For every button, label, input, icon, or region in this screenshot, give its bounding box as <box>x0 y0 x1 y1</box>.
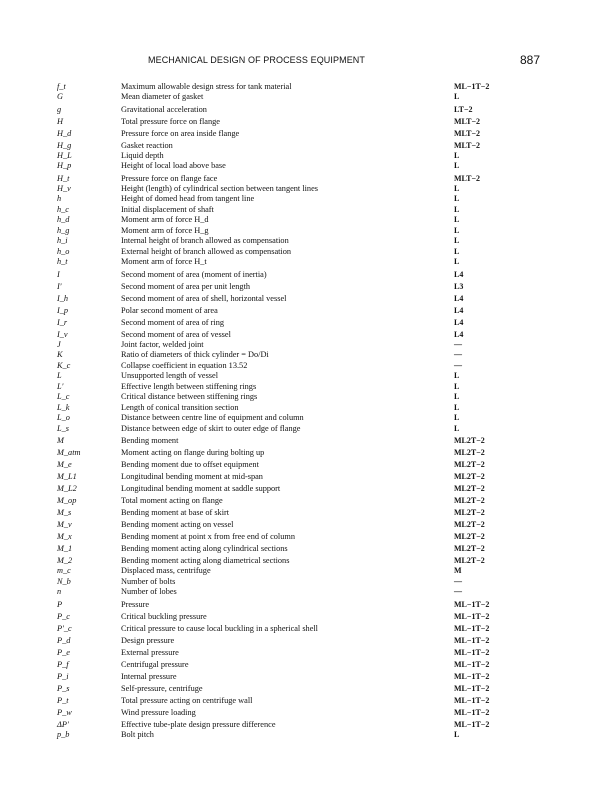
symbol: K_c <box>57 360 71 370</box>
nomenclature-row <box>57 403 517 414</box>
symbol: M_x <box>57 532 72 541</box>
dimension: ML−1T−2 <box>454 599 490 609</box>
dimension: ML−1T−2 <box>454 695 490 705</box>
description: Second moment of area of shell, horizontal vessel <box>121 293 287 303</box>
dimension: L <box>454 183 460 193</box>
dimension: L4 <box>454 269 464 279</box>
nomenclature-row <box>57 577 517 588</box>
dimension: L <box>454 257 460 266</box>
dimension: ML−1T−2 <box>454 707 490 717</box>
dimension: — <box>454 576 462 586</box>
nomenclature-row <box>57 610 517 622</box>
dimension: L <box>454 92 460 101</box>
description: Moment arm of force H_g <box>121 225 209 235</box>
symbol: L <box>57 371 62 380</box>
symbol: L_k <box>57 402 70 412</box>
description: Total pressure acting on centrifuge wall <box>121 695 253 705</box>
symbol: h <box>57 194 62 203</box>
nomenclature-row <box>57 139 517 151</box>
symbol: h_o <box>57 246 70 256</box>
dimension: L <box>454 225 460 235</box>
dimension: MLT−2 <box>454 140 481 150</box>
symbol: h_c <box>57 204 69 214</box>
description: Self-pressure, centrifuge <box>121 683 203 693</box>
symbol: H_g <box>57 140 72 150</box>
symbol: J <box>57 339 61 349</box>
symbol: M_e <box>57 460 72 469</box>
nomenclature-row <box>57 292 517 304</box>
description: Bending moment at point x from free end of column <box>121 532 295 541</box>
description: Mean diameter of gasket <box>121 92 204 101</box>
dimension: MLT−2 <box>454 128 481 138</box>
nomenclature-row <box>57 587 517 598</box>
dimension: M <box>454 566 462 575</box>
description: Moment arm of force H_t <box>121 257 207 266</box>
description: Longitudinal bending moment at mid-span <box>121 472 263 481</box>
nomenclature-row <box>57 646 517 658</box>
dimension: L <box>454 150 460 160</box>
description: Distance between centre line of equipment and column <box>121 413 304 422</box>
description: Height (length) of cylindrical section between tangent lines <box>121 183 318 193</box>
nomenclature-row <box>57 194 517 205</box>
nomenclature-row <box>57 92 517 103</box>
page-number: 887 <box>519 53 540 67</box>
dimension: MLT−2 <box>454 173 481 183</box>
symbol: ΔP′ <box>57 719 69 729</box>
nomenclature-row <box>57 127 517 139</box>
dimension: ML−1T−2 <box>454 719 490 729</box>
description: Total moment acting on flange <box>121 496 223 505</box>
description: Pressure force on flange face <box>121 173 218 183</box>
dimension: ML−1T−2 <box>454 635 490 645</box>
description: Total pressure force on flange <box>121 116 220 126</box>
nomenclature-row <box>57 392 517 403</box>
nomenclature-row <box>57 316 517 328</box>
dimension: L4 <box>454 293 464 303</box>
description: Centrifugal pressure <box>121 659 189 669</box>
nomenclature-row <box>57 730 517 741</box>
nomenclature-row <box>57 172 517 184</box>
dimension: ML2T−2 <box>454 496 485 505</box>
symbol: P_i <box>57 671 69 681</box>
symbol: P_c <box>57 611 70 621</box>
symbol: L_s <box>57 423 69 433</box>
description: Effective tube-plate design pressure difference <box>121 719 276 729</box>
dimension: ML2T−2 <box>454 448 485 457</box>
nomenclature-row <box>57 566 517 577</box>
description: Design pressure <box>121 635 175 645</box>
nomenclature-row <box>57 371 517 382</box>
nomenclature-row <box>57 494 517 506</box>
nomenclature-row <box>57 80 517 92</box>
nomenclature-row <box>57 446 517 458</box>
description: Number of bolts <box>121 576 176 586</box>
symbol: H_t <box>57 173 70 183</box>
dimension: L4 <box>454 317 464 327</box>
nomenclature-row <box>57 622 517 634</box>
symbol: P_w <box>57 707 72 717</box>
description: Initial displacement of shaft <box>121 204 214 214</box>
dimension: — <box>454 587 462 596</box>
symbol: I_p <box>57 305 69 315</box>
dimension: L <box>454 371 460 380</box>
nomenclature-row <box>57 670 517 682</box>
description: External pressure <box>121 647 179 657</box>
symbol: P_t <box>57 695 69 705</box>
symbol: M_1 <box>57 544 73 553</box>
description: Distance between edge of skirt to outer edge of flange <box>121 423 301 433</box>
description: Second moment of area of ring <box>121 317 224 327</box>
description: Liquid depth <box>121 150 164 160</box>
symbol: H_L <box>57 150 72 160</box>
dimension: — <box>454 350 462 359</box>
symbol: h_i <box>57 236 68 245</box>
description: Bending moment acting along diametrical sections <box>121 556 290 565</box>
nomenclature-row <box>57 184 517 195</box>
nomenclature-list <box>57 80 517 740</box>
nomenclature-row <box>57 361 517 372</box>
symbol: P_s <box>57 683 70 693</box>
nomenclature-row <box>57 470 517 482</box>
symbol: m_c <box>57 566 71 575</box>
dimension: ML−1T−2 <box>454 82 490 91</box>
dimension: L <box>454 194 460 203</box>
symbol: M_v <box>57 520 72 529</box>
dimension: L <box>454 215 460 224</box>
dimension: ML−1T−2 <box>454 683 490 693</box>
description: Second moment of area per unit length <box>121 281 251 291</box>
symbol: p_b <box>57 729 70 739</box>
symbol: H <box>57 116 63 126</box>
dimension: ML2T−2 <box>454 532 485 541</box>
symbol: P_f <box>57 659 69 669</box>
symbol: M_op <box>57 496 77 505</box>
description: Polar second moment of area <box>121 305 218 315</box>
symbol: P_d <box>57 635 71 645</box>
description: Bending moment at base of skirt <box>121 508 230 517</box>
description: Bending moment <box>121 436 179 445</box>
nomenclature-row <box>57 530 517 542</box>
dimension: ML2T−2 <box>454 544 485 553</box>
dimension: L <box>454 246 460 256</box>
description: Bending moment acting along cylindrical sections <box>121 544 288 553</box>
dimension: LT−2 <box>454 104 473 114</box>
dimension: ML2T−2 <box>454 472 485 481</box>
symbol: L_c <box>57 392 70 401</box>
nomenclature-row <box>57 226 517 237</box>
description: Longitudinal bending moment at saddle support <box>121 484 281 493</box>
nomenclature-row <box>57 328 517 340</box>
nomenclature-row <box>57 350 517 361</box>
symbol: M_L1 <box>57 472 77 481</box>
dimension: ML2T−2 <box>454 484 485 493</box>
dimension: MLT−2 <box>454 116 481 126</box>
dimension: L <box>454 381 460 391</box>
symbol: L_o <box>57 413 70 422</box>
dimension: ML2T−2 <box>454 520 485 529</box>
symbol: G <box>57 92 63 101</box>
symbol: I_v <box>57 329 68 339</box>
description: Number of lobes <box>121 587 177 596</box>
nomenclature-row <box>57 634 517 646</box>
dimension: — <box>454 339 462 349</box>
nomenclature-row <box>57 115 517 127</box>
description: Maximum allowable design stress for tank material <box>121 82 292 91</box>
symbol: I <box>57 269 60 279</box>
nomenclature-row <box>57 382 517 393</box>
description: Internal height of branch allowed as compensation <box>121 236 289 245</box>
symbol: M_L2 <box>57 484 77 493</box>
nomenclature-row <box>57 268 517 280</box>
running-title: MECHANICAL DESIGN OF PROCESS EQUIPMENT <box>148 55 365 65</box>
description: Joint factor, welded joint <box>121 339 204 349</box>
description: Bending moment due to offset equipment <box>121 460 259 469</box>
symbol: H_p <box>57 161 72 170</box>
nomenclature-row <box>57 554 517 566</box>
nomenclature-row <box>57 598 517 610</box>
description: Unsupported length of vessel <box>121 371 219 380</box>
nomenclature-row <box>57 413 517 424</box>
dimension: L4 <box>454 329 464 339</box>
description: Bolt pitch <box>121 729 154 739</box>
description: Bending moment acting on vessel <box>121 520 234 529</box>
dimension: L <box>454 392 460 401</box>
symbol: I_h <box>57 293 69 303</box>
symbol: M_atm <box>57 448 81 457</box>
dimension: L <box>454 402 460 412</box>
dimension: L <box>454 729 460 739</box>
nomenclature-row <box>57 518 517 530</box>
symbol: h_d <box>57 215 70 224</box>
description: Moment arm of force H_d <box>121 215 209 224</box>
symbol: I′ <box>57 281 62 291</box>
dimension: L <box>454 236 460 245</box>
nomenclature-row <box>57 542 517 554</box>
nomenclature-row <box>57 280 517 292</box>
description: Second moment of area of vessel <box>121 329 231 339</box>
dimension: ML2T−2 <box>454 556 485 565</box>
description: Length of conical transition section <box>121 402 239 412</box>
symbol: H_v <box>57 183 71 193</box>
nomenclature-row <box>57 205 517 216</box>
description: Wind pressure loading <box>121 707 196 717</box>
description: Collapse coefficient in equation 13.52 <box>121 360 248 370</box>
dimension: ML2T−2 <box>454 460 485 469</box>
nomenclature-row <box>57 506 517 518</box>
page-header <box>60 55 540 69</box>
dimension: ML−1T−2 <box>454 671 490 681</box>
nomenclature-row <box>57 151 517 162</box>
nomenclature-row <box>57 458 517 470</box>
nomenclature-row <box>57 215 517 226</box>
nomenclature-row <box>57 682 517 694</box>
nomenclature-row <box>57 340 517 351</box>
symbol: P <box>57 599 63 609</box>
symbol: M <box>57 436 64 445</box>
description: Gravitational acceleration <box>121 104 207 114</box>
symbol: L′ <box>57 381 64 391</box>
nomenclature-row <box>57 718 517 730</box>
description: Critical buckling pressure <box>121 611 207 621</box>
symbol: M_2 <box>57 556 73 565</box>
dimension: L4 <box>454 305 464 315</box>
description: Pressure force on area inside flange <box>121 128 240 138</box>
description: Gasket reaction <box>121 140 173 150</box>
nomenclature-row <box>57 482 517 494</box>
description: Height of local load above base <box>121 161 226 170</box>
dimension: ML2T−2 <box>454 508 485 517</box>
nomenclature-row <box>57 694 517 706</box>
description: Height of domed head from tangent line <box>121 194 255 203</box>
nomenclature-row <box>57 247 517 258</box>
symbol: K <box>57 350 63 359</box>
dimension: L <box>454 204 460 214</box>
nomenclature-row <box>57 103 517 115</box>
symbol: M_s <box>57 508 72 517</box>
description: Internal pressure <box>121 671 177 681</box>
description: Moment acting on flange during bolting up <box>121 448 265 457</box>
nomenclature-row <box>57 424 517 435</box>
nomenclature-row <box>57 161 517 172</box>
description: Ratio of diameters of thick cylinder = Do/Di <box>121 350 269 359</box>
description: External height of branch allowed as compensation <box>121 246 292 256</box>
symbol: I_r <box>57 317 68 327</box>
dimension: ML−1T−2 <box>454 659 490 669</box>
symbol: H_d <box>57 128 72 138</box>
dimension: ML−1T−2 <box>454 647 490 657</box>
dimension: L <box>454 413 460 422</box>
description: Displaced mass, centrifuge <box>121 566 211 575</box>
nomenclature-row <box>57 658 517 670</box>
description: Second moment of area (moment of inertia) <box>121 269 267 279</box>
symbol: h_g <box>57 225 70 235</box>
dimension: — <box>454 360 462 370</box>
description: Effective length between stiffening rings <box>121 381 257 391</box>
symbol: P_e <box>57 647 70 657</box>
dimension: ML2T−2 <box>454 436 485 445</box>
nomenclature-row <box>57 236 517 247</box>
dimension: L <box>454 161 460 170</box>
description: Critical distance between stiffening rings <box>121 392 258 401</box>
dimension: ML−1T−2 <box>454 611 490 621</box>
dimension: L3 <box>454 281 464 291</box>
symbol: n <box>57 587 62 596</box>
nomenclature-row <box>57 304 517 316</box>
symbol: f_t <box>57 82 66 91</box>
nomenclature-row <box>57 434 517 446</box>
symbol: P′_c <box>57 623 72 633</box>
description: Critical pressure to cause local buckling in a spherical shell <box>121 623 318 633</box>
dimension: ML−1T−2 <box>454 623 490 633</box>
nomenclature-row <box>57 706 517 718</box>
description: Pressure <box>121 599 150 609</box>
nomenclature-row <box>57 257 517 268</box>
symbol: g <box>57 104 62 114</box>
dimension: L <box>454 423 460 433</box>
symbol: h_t <box>57 257 68 266</box>
symbol: N_b <box>57 576 71 586</box>
